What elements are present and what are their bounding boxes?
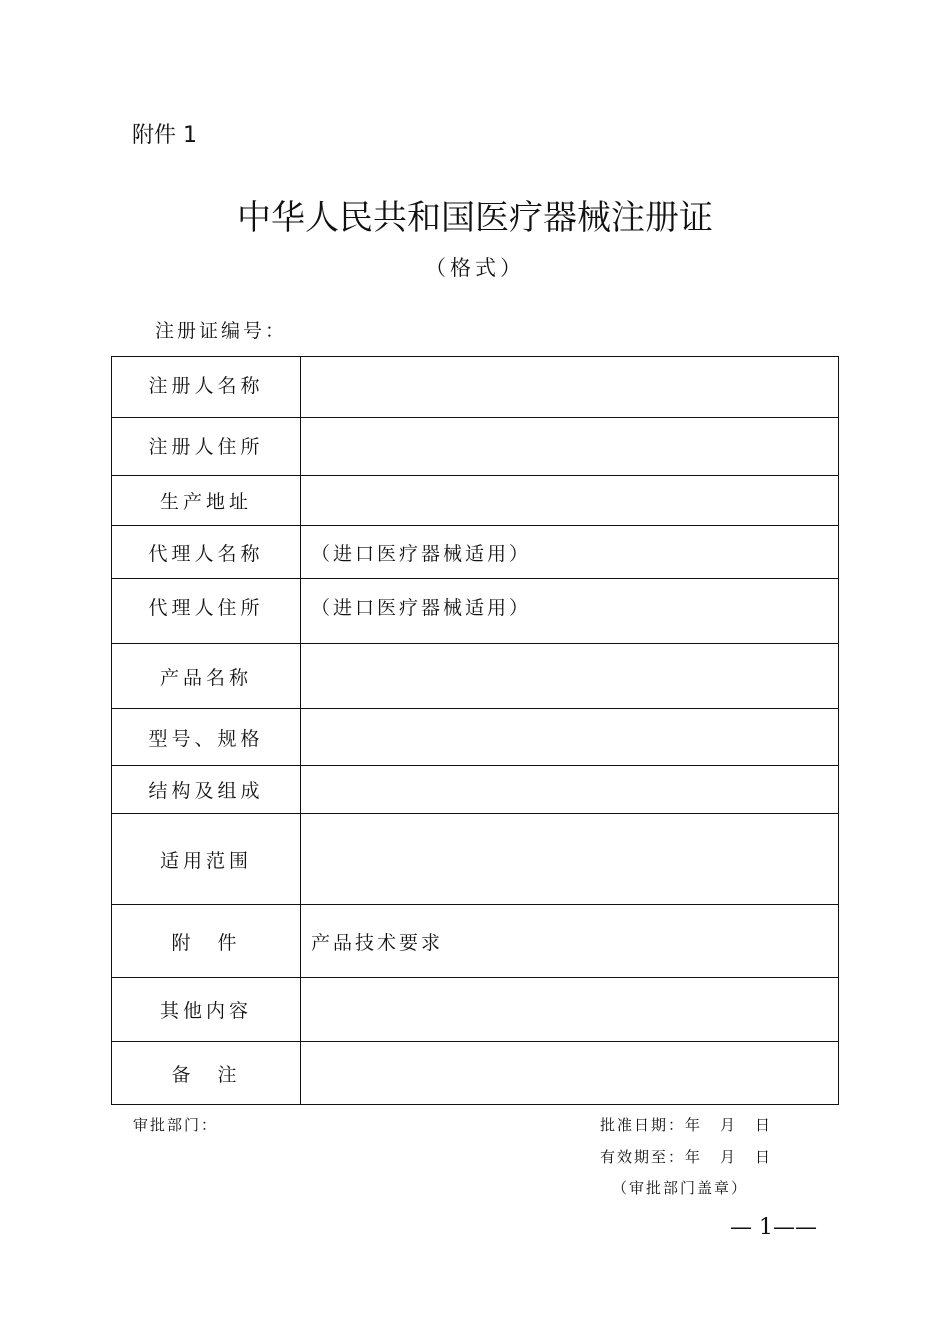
table-row [112, 476, 839, 526]
document-title: 中华人民共和国医疗器械注册证 [237, 198, 713, 238]
row-value: （进口医疗器械适用） [301, 579, 839, 644]
row-label: 注册人住所 [112, 418, 301, 476]
day-label: 日 [755, 1116, 773, 1134]
row-value [301, 709, 839, 766]
year-label: 年 [685, 1116, 703, 1134]
row-label: 型号、规格 [112, 709, 301, 766]
row-value [301, 476, 839, 526]
month-label: 月 [720, 1148, 738, 1166]
row-label: 适用范围 [112, 814, 301, 905]
certificate-table [111, 356, 839, 1105]
row-label: 代理人住所 [112, 579, 301, 644]
table-row [112, 418, 839, 476]
day-label: 日 [755, 1148, 773, 1166]
row-label: 产品名称 [112, 644, 301, 709]
row-label: 其他内容 [112, 978, 301, 1042]
year-label: 年 [685, 1148, 703, 1166]
table-row [112, 357, 839, 418]
row-value [301, 978, 839, 1042]
valid-until-line [600, 1146, 772, 1167]
table-row [112, 814, 839, 905]
row-value [301, 644, 839, 709]
registration-number-label: 注册证编号： [155, 320, 288, 342]
row-value [301, 1042, 839, 1105]
seal-note: （审批部门盖章） [612, 1179, 749, 1197]
document-subtitle: （格式） [425, 256, 525, 280]
table-row [112, 905, 839, 978]
month-label: 月 [720, 1116, 738, 1134]
page-number: — 1—— [730, 1215, 817, 1240]
row-value [301, 766, 839, 814]
row-label: 代理人名称 [112, 526, 301, 579]
row-label: 附 件 [112, 905, 301, 978]
row-value: 产品技术要求 [301, 905, 839, 978]
table-row [112, 579, 839, 644]
row-value [301, 357, 839, 418]
table-row [112, 526, 839, 579]
approval-department-label: 审批部门： [133, 1116, 219, 1134]
approval-date-line [600, 1114, 772, 1135]
row-value [301, 814, 839, 905]
row-label: 备 注 [112, 1042, 301, 1105]
valid-until-label: 有效期至： [600, 1148, 686, 1166]
row-label: 注册人名称 [112, 357, 301, 418]
table-row [112, 1042, 839, 1105]
row-label: 结构及组成 [112, 766, 301, 814]
row-value: （进口医疗器械适用） [301, 526, 839, 579]
approval-date-label: 批准日期： [600, 1116, 686, 1134]
table-row [112, 709, 839, 766]
table-row [112, 978, 839, 1042]
table-row [112, 766, 839, 814]
row-value [301, 418, 839, 476]
attachment-label: 附件 1 [132, 123, 197, 148]
table-row [112, 644, 839, 709]
row-label: 生产地址 [112, 476, 301, 526]
